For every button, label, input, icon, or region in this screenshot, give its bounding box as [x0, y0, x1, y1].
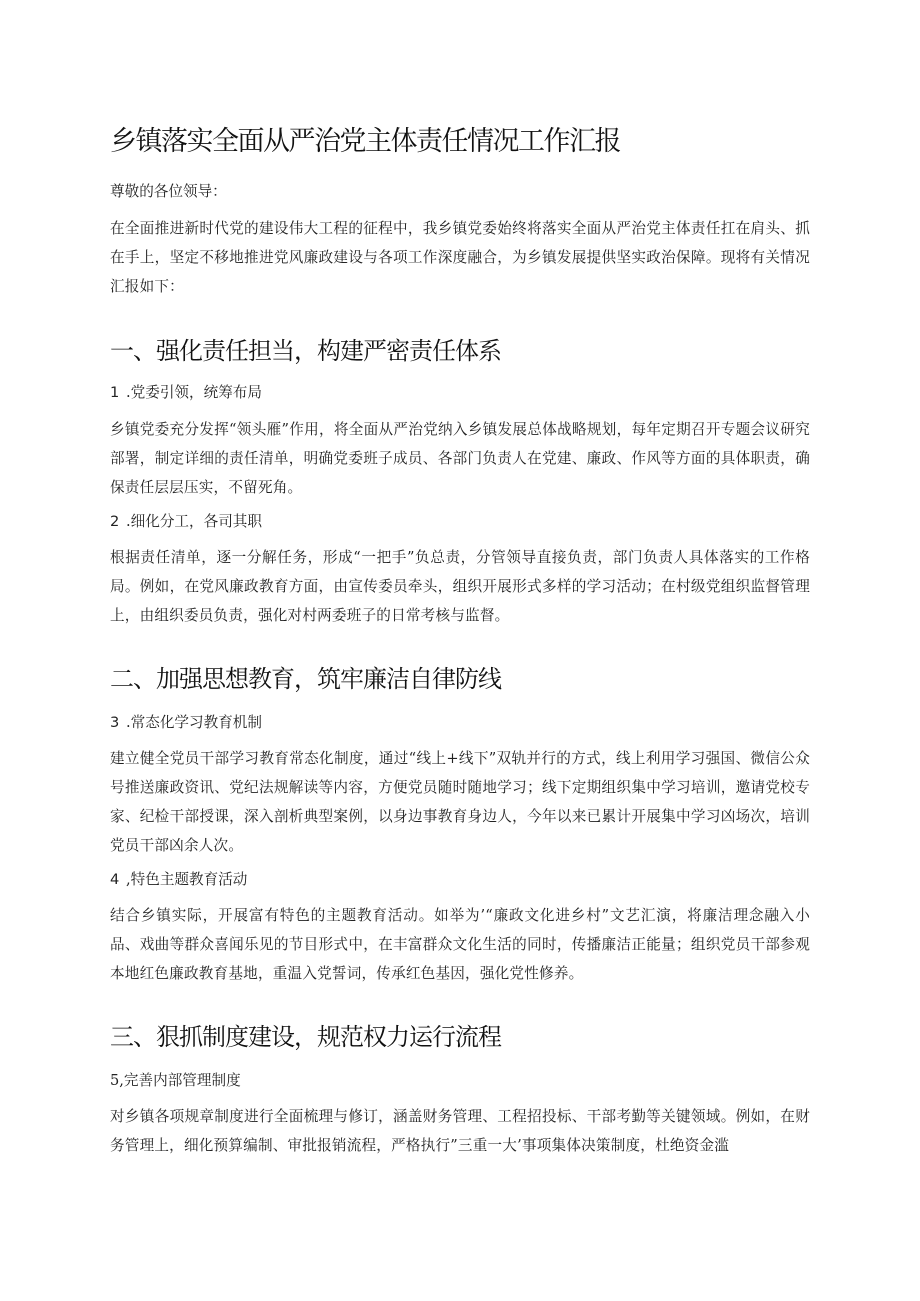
greeting: 尊敬的各位领导：	[110, 183, 227, 200]
paragraph-3: 建立健全党员干部学习教育常态化制度，通过“线上+线下”双轨并行的方式，线上利用学习强国、微信公众号推送廉政资讯、党纪法规解读等内容，方便党员随时随地学习；线下定期组织集中学习培训，邀请党校专家、纪检干部授课，深入剖析典型案例，以身边事教育身边人，今年以来已累计开展集中学习凶场次，培训党员干部凶余人次。	[110, 750, 810, 854]
document-title: 乡镇落实全面从严治党主体责任情况工作汇报	[110, 126, 620, 157]
subheading-3	[110, 711, 810, 735]
paragraph-5: 对乡镇各项规章制度进行全面梳理与修订，涵盖财务管理、工程招投标、干部考勤等关键领域。例如，在财务管理上，细化预算编制、审批报销流程，严格执行”三重一大’事项集体决策制度，杜绝资金滥	[110, 1108, 810, 1154]
paragraph-1: 乡镇党委充分发挥“领头雁”作用，将全面从严治党纳入乡镇发展总体战略规划，每年定期召开专题会议研究部署，制定详细的责任清单，明确党委班子成员、各部门负责人在党建、廉政、作风等方面的具体职责，确保责任层层压实，不留死角。	[110, 421, 810, 496]
paragraph-2: 根据责任清单，逐一分解任务，形成“一把手”负总责，分管领导直接负责，部门负责人具体落实的工作格局。例如，在党风廉政教育方面，由宣传委员牵头，组织开展形式多样的学习活动；在村级党组织监督管理上，由组织委员负责，强化对村两委班子的日常考核与监督。	[110, 549, 810, 624]
section-heading-3: 三、狠抓制度建设，规范权力运行流程	[110, 1023, 501, 1051]
subheading-label: .党委引领，统筹布局	[126, 384, 262, 401]
subheading-1	[110, 381, 810, 405]
subheading-number: 2	[110, 513, 120, 530]
subheading-label: 5,完善内部管理制度	[110, 1072, 241, 1089]
subheading-4	[110, 868, 810, 892]
section-heading-1: 一、强化责任担当，构建严密责任体系	[110, 337, 501, 365]
subheading-number: 3	[110, 714, 120, 731]
paragraph-4: 结合乡镇实际，开展富有特色的主题教育活动。如举为’“廉政文化进乡村”文艺汇演，将廉洁理念融入小品、戏曲等群众喜闻乐见的节目形式中，在丰富群众文化生活的同时，传播廉洁正能量；组织党员干部参观本地红色廉政教育基地，重温入党誓词，传承红色基因，强化党性修养。	[110, 907, 810, 982]
section-heading-2: 二、加强思想教育，筑牢廉洁自律防线	[110, 665, 501, 693]
subheading-number: 1	[110, 384, 120, 401]
subheading-5	[110, 1069, 810, 1093]
intro-paragraph: 在全面推进新时代党的建设伟大工程的征程中，我乡镇党委始终将落实全面从严治党主体责任扛在肩头、抓在手上，坚定不移地推进党风廉政建设与各项工作深度融合，为乡镇发展提供坚实政治保障。现将有关情况汇报如下：	[110, 220, 810, 295]
subheading-label: ,特色主题教育活动	[126, 871, 248, 888]
subheading-2	[110, 510, 810, 534]
subheading-label: .常态化学习教育机制	[126, 714, 262, 731]
subheading-label: .细化分工，各司其职	[126, 513, 262, 530]
subheading-number: 4	[110, 871, 120, 888]
